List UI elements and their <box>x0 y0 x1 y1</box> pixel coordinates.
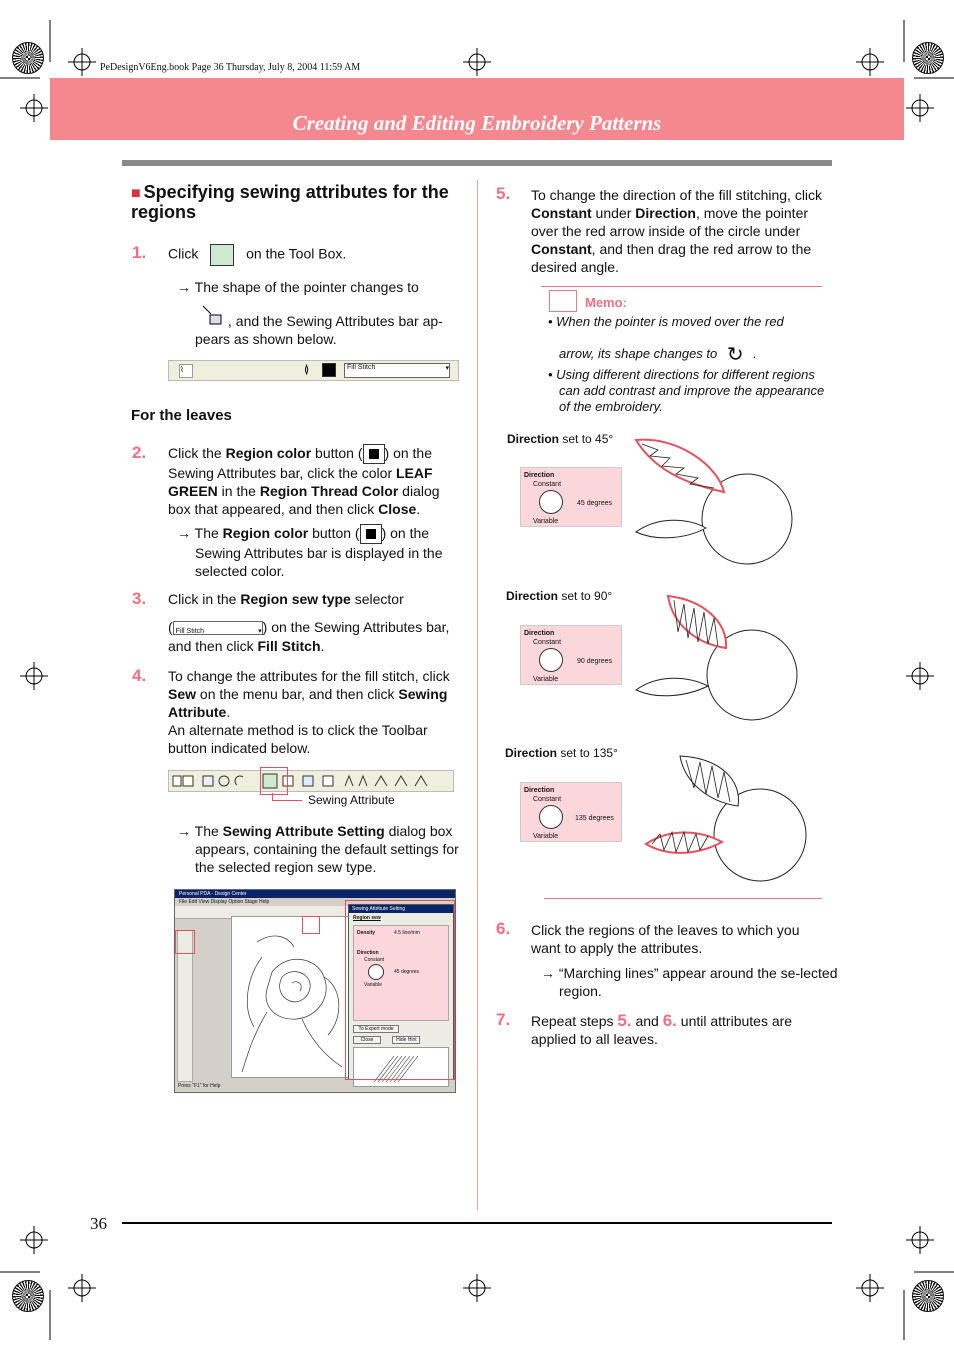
step-6-number: 6. <box>496 919 511 938</box>
rose-drawing <box>232 917 352 1077</box>
sewing-attribute-setting-dialog: Sewing Attribute Setting Region sew Density 4.5 line/mm Direction Constant 45 degrees Variable To Expert mode Close Hide Hint <box>348 904 454 1080</box>
dialog-highlight <box>345 900 455 1080</box>
direction-box-90: Direction Constant 90 degrees Variable <box>520 625 622 685</box>
direction-caption-45: Direction set to 45° <box>507 432 614 446</box>
screenshot-menubar: File Edit View Display Option Stage Help <box>179 899 270 905</box>
toolbar-btn-highlight <box>302 916 320 934</box>
expert-mode-button[interactable]: To Expert mode <box>353 1025 399 1033</box>
step-2-text: Click the Region color button ( ) on the Sewing Attributes bar, click the color LEAF GREEN in the Region Thread Color dialog box that appeared, and then click Close. <box>168 445 440 518</box>
step-6-text: Click the regions of the leaves to which you want to apply the attributes. <box>531 922 800 956</box>
step-7-number: 7. <box>496 1010 511 1029</box>
header-title: Creating and Editing Embroidery Patterns <box>292 111 662 135</box>
memo-bullet-1a: • When the pointer is moved over the red <box>548 314 784 329</box>
memo-bottom-rule <box>544 898 822 899</box>
line-sew-icon: ⌇ <box>179 364 193 378</box>
page-number: 36 <box>90 1214 107 1233</box>
direction-caption-90: Direction set to 90° <box>506 589 613 603</box>
region-color-button[interactable] <box>322 363 336 377</box>
memo-title: Memo: <box>585 295 627 310</box>
square-bullet-icon: ■ <box>131 185 141 202</box>
step-6-result: → “Marching lines” appear around the se-lected region. <box>541 965 838 999</box>
step-4-text: To change the attributes for the fill stitch, click Sew on the menu bar, and then click Sewing Attribute. An alternate method is to click the Toolbar button indicated below. <box>168 668 450 756</box>
step-3-text: Click in the Region sew type selector <box>168 591 404 607</box>
direction-box-135: Direction Constant 135 degrees Variable <box>520 782 622 842</box>
leaf-illustration-90 <box>628 592 808 727</box>
direction-dial-45-icon <box>539 490 563 514</box>
bottom-rule <box>122 1222 832 1224</box>
toolbar-image <box>168 770 454 792</box>
direction-caption-135: Direction set to 135° <box>505 746 618 760</box>
step-5-text: To change the direction of the fill stitching, click Constant under Direction, move the pointer over the red arrow inside of the circle under Constant, and then drag the red arrow to the desired angle. <box>531 187 823 275</box>
region-sew-type-select[interactable]: Fill Stitch ▾ <box>344 363 450 378</box>
step-1-number: 1. <box>132 243 147 262</box>
section-title: ■ Specifying sewing attributes for the regions <box>131 182 449 222</box>
close-button[interactable]: Close <box>353 1036 381 1044</box>
callout-line-h <box>272 800 302 801</box>
step-1-result-b: , and the Sewing Attributes bar ap-pears as shown below. <box>195 313 443 347</box>
memo-book-icon <box>549 290 577 312</box>
leaf-illustration-135 <box>640 752 815 887</box>
stitch-type-icon: ≬ <box>304 364 310 376</box>
direction-dial-135-icon <box>539 805 563 829</box>
step-2-result: → The Region color button ( ) on the Sewing Attributes bar is displayed in the selected color. <box>177 525 443 580</box>
step-1-result-a: → The shape of the pointer changes to <box>177 279 419 295</box>
leaf-illustration-45 <box>628 436 808 571</box>
memo-top-rule <box>541 286 822 287</box>
sewing-attributes-bar <box>168 360 459 381</box>
screenshot-statusbar: Press "F1" for Help <box>175 1082 456 1091</box>
memo-bullet-1b: arrow, its shape changes to ↻ . <box>559 343 757 366</box>
sewing-attribute-tool-icon <box>210 244 234 266</box>
leaves-heading: For the leaves <box>131 407 232 424</box>
direction-box-45: Direction Constant 45 degrees Variable <box>520 467 622 527</box>
step-4-result: → The Sewing Attribute Setting dialog box appears, containing the default settings for the selected region sew type. <box>177 823 459 875</box>
step-3-text-b: ( Fill Stitch ▾ ) on the Sewing Attributes bar, and then click Fill Stitch. <box>168 619 450 654</box>
toolbar-highlight <box>260 767 288 795</box>
region-color-icon <box>363 444 385 464</box>
design-center-screenshot <box>174 889 456 1093</box>
column-divider <box>477 180 478 1210</box>
memo-bullet-2: • Using different directions for different regions can add contrast and improve the appearance of the embroidery. <box>548 367 825 414</box>
step-2-number: 2. <box>132 443 147 462</box>
sewing-attribute-callout: Sewing Attribute <box>308 793 395 807</box>
region-color-icon <box>360 524 382 544</box>
callout-line <box>272 793 273 800</box>
direction-dial-90-icon <box>539 648 563 672</box>
toolbox-highlight <box>175 930 195 954</box>
step-3-number: 3. <box>132 589 147 608</box>
dialog-settings-panel: Density 4.5 line/mm Direction Constant 45 degrees Variable <box>353 925 449 1021</box>
toolbar-icons <box>169 771 453 791</box>
step-1-text: Click on the Tool Box. <box>168 244 458 266</box>
step-5-number: 5. <box>496 184 511 203</box>
region-sew-type-select-icon: Fill Stitch ▾ <box>173 621 263 635</box>
screenshot-canvas <box>231 916 353 1078</box>
book-info: PeDesignV6Eng.book Page 36 Thursday, July 8, 2004 11:59 AM <box>100 62 361 73</box>
step-4-number: 4. <box>132 666 147 685</box>
rotate-pointer-icon: ↻ <box>726 343 744 366</box>
hide-hint-button[interactable]: Hide Hint <box>392 1036 420 1044</box>
grey-rule <box>122 160 832 166</box>
chevron-down-icon: ▾ <box>445 365 449 372</box>
screenshot-titlebar: Personal PDA - Design Center <box>175 890 455 898</box>
step-7-text: Repeat steps 5. and 6. until attributes are applied to all leaves. <box>531 1011 793 1047</box>
